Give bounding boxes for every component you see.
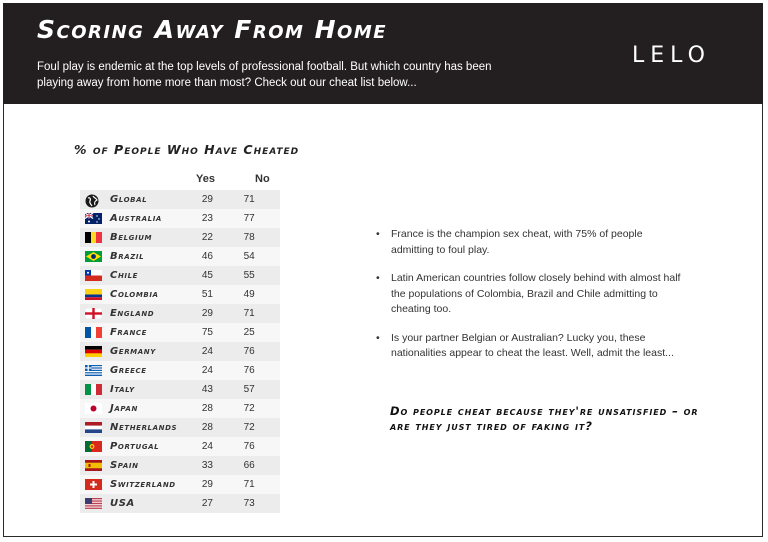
- yes-value: 29: [201, 194, 213, 205]
- table-row: [80, 304, 280, 323]
- country-name: Brazil: [110, 251, 145, 262]
- yes-value: 45: [201, 270, 213, 281]
- flag-netherlands-icon: [85, 422, 102, 433]
- closing-question: Do people cheat because they're unsatisfied – or are they just tired of faking it?: [390, 404, 699, 433]
- yes-value: 28: [201, 403, 213, 414]
- globe-icon: [85, 194, 102, 205]
- table-row: [80, 285, 280, 304]
- flag-usa-icon: [85, 498, 102, 509]
- note-item: [376, 227, 686, 258]
- no-value: 72: [243, 422, 255, 433]
- table-row: [80, 209, 280, 228]
- country-name: Australia: [110, 213, 162, 224]
- note-text: France is the champion sex cheat, with 75% of people admitting to foul play.: [391, 228, 643, 256]
- yes-value: 24: [201, 441, 213, 452]
- no-value: 71: [243, 308, 255, 319]
- no-value: 55: [243, 270, 255, 281]
- bullet-icon: •: [376, 228, 380, 240]
- note-text: Latin American countries follow closely behind with almost half the populations of Colombia, Brazil and Chile admitting to cheating too.: [391, 272, 681, 315]
- country-name: Netherlands: [110, 422, 178, 433]
- table-row: [80, 380, 280, 399]
- no-value: 76: [243, 346, 255, 357]
- table-title: % of People Who Have Cheated: [74, 142, 300, 157]
- table-row: [80, 190, 280, 209]
- table-row: [80, 456, 280, 475]
- yes-value: 24: [201, 365, 213, 376]
- yes-value: 27: [201, 498, 213, 509]
- no-value: 73: [243, 498, 255, 509]
- country-name: Portugal: [110, 441, 160, 452]
- column-header-yes: Yes: [196, 173, 215, 185]
- note-item: [376, 331, 686, 362]
- flag-spain-icon: [85, 460, 102, 471]
- country-name: Belgium: [110, 232, 153, 243]
- flag-switzerland-icon: [85, 479, 102, 490]
- flag-colombia-icon: [85, 289, 102, 300]
- yes-value: 24: [201, 346, 213, 357]
- table-row: [80, 247, 280, 266]
- flag-chile-icon: [85, 270, 102, 281]
- note-item: [376, 271, 686, 318]
- flag-italy-icon: [85, 384, 102, 395]
- yes-value: 29: [201, 479, 213, 490]
- notes-list: [376, 227, 686, 375]
- no-value: 54: [243, 251, 255, 262]
- flag-portugal-icon: [85, 441, 102, 452]
- no-value: 76: [243, 441, 255, 452]
- bullet-icon: •: [376, 331, 380, 344]
- page-title: Scoring Away From Home: [37, 15, 388, 44]
- table-row: [80, 361, 280, 380]
- flag-england-icon: [85, 308, 102, 319]
- table-row: [80, 266, 280, 285]
- yes-value: 28: [201, 422, 213, 433]
- table-row: [80, 475, 280, 494]
- table-row: [80, 228, 280, 247]
- flag-japan-icon: [85, 403, 102, 414]
- no-value: 76: [243, 365, 255, 376]
- yes-value: 75: [201, 327, 213, 338]
- country-name: Germany: [110, 346, 156, 357]
- yes-value: 22: [201, 232, 213, 243]
- bullet-icon: •: [376, 272, 380, 284]
- no-value: 77: [243, 213, 255, 224]
- no-value: 25: [243, 327, 255, 338]
- yes-value: 46: [201, 251, 213, 262]
- flag-belgium-icon: [85, 232, 102, 243]
- country-name: Greece: [110, 365, 147, 376]
- flag-australia-icon: [85, 213, 102, 224]
- table-row: [80, 342, 280, 361]
- country-name: Japan: [110, 403, 138, 414]
- no-value: 49: [243, 289, 255, 300]
- flag-france-icon: [85, 327, 102, 338]
- country-name: England: [110, 308, 155, 319]
- yes-value: 43: [201, 384, 213, 395]
- brand-logo: LELO: [632, 43, 711, 68]
- yes-value: 23: [201, 213, 213, 224]
- table-row: [80, 399, 280, 418]
- no-value: 57: [243, 384, 255, 395]
- flag-brazil-icon: [85, 251, 102, 262]
- cheating-table: [80, 190, 280, 513]
- flag-greece-icon: [85, 365, 102, 376]
- table-row: [80, 323, 280, 342]
- country-name: Global: [110, 194, 148, 205]
- yes-value: 33: [201, 460, 213, 471]
- no-value: 71: [243, 479, 255, 490]
- yes-value: 51: [201, 289, 213, 300]
- country-name: Chile: [110, 270, 139, 281]
- column-header-no: No: [255, 173, 270, 185]
- country-name: Switzerland: [110, 479, 176, 490]
- country-name: France: [110, 327, 148, 338]
- country-name: Italy: [110, 384, 135, 395]
- country-name: Colombia: [110, 289, 159, 300]
- no-value: 72: [243, 403, 255, 414]
- no-value: 71: [243, 194, 255, 205]
- country-name: Spain: [110, 460, 139, 471]
- table-row: [80, 418, 280, 437]
- no-value: 78: [243, 232, 255, 243]
- intro-text: Foul play is endemic at the top levels of professional football. But which country has been playing away from home more than most? Check out our cheat list below...: [37, 61, 492, 89]
- header-banner: [3, 3, 763, 104]
- table-row: [80, 437, 280, 456]
- flag-germany-icon: [85, 346, 102, 357]
- note-text: Is your partner Belgian or Australian? Lucky you, these nationalities appear to cheat the least. Well, admit the least...: [391, 331, 674, 359]
- table-row: [80, 494, 280, 513]
- yes-value: 29: [201, 308, 213, 319]
- country-name: USA: [110, 498, 135, 509]
- no-value: 66: [243, 460, 255, 471]
